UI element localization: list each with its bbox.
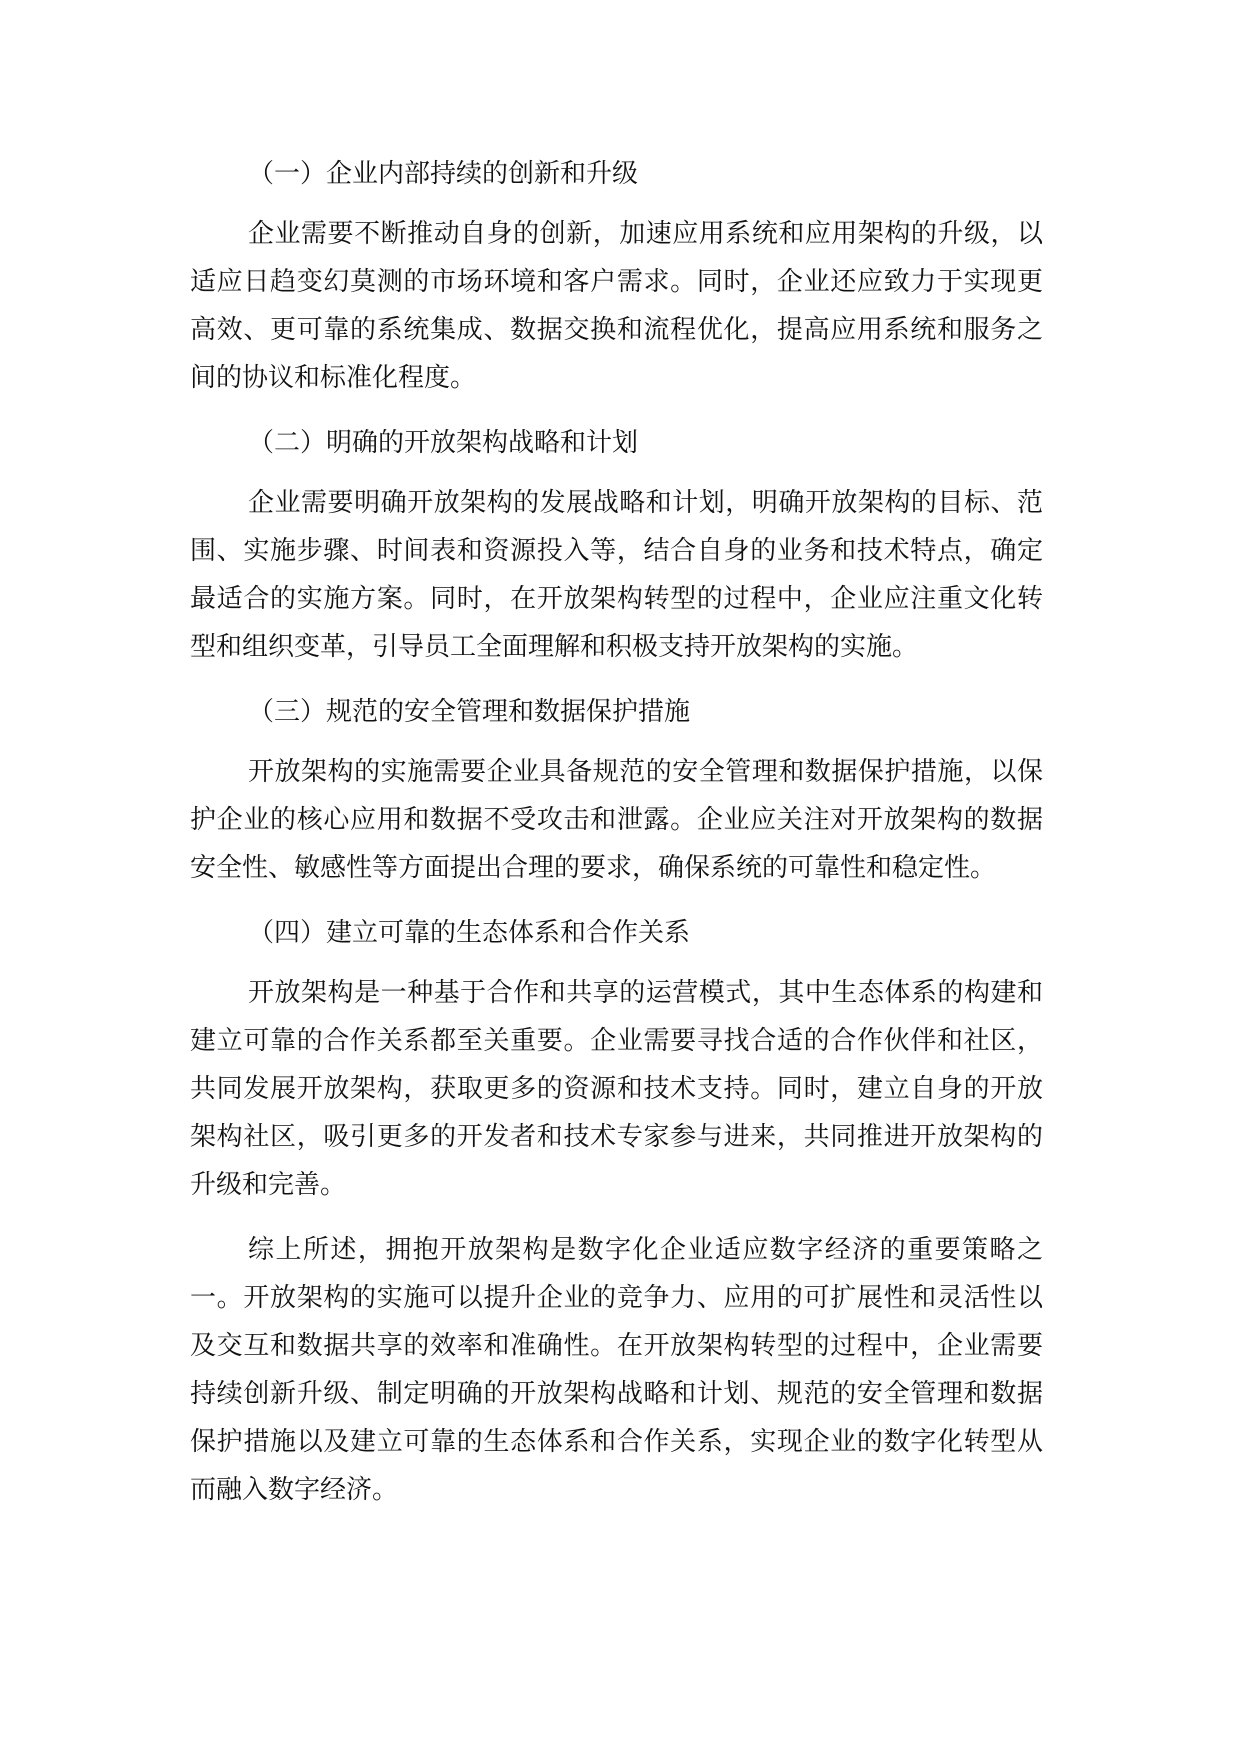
section-paragraph-2: 企业需要明确开放架构的发展战略和计划，明确开放架构的目标、范围、实施步骤、时间表和资源投入等，结合自身的业务和技术特点，确定最适合的实施方案。同时，在开放架构转型的过程中，企业应注重文化转型和组织变革，引导员工全面理解和积极支持开放架构的实施。 xyxy=(190,488,1043,662)
section-heading-2: （二）明确的开放架构战略和计划 xyxy=(248,428,639,458)
section-paragraph-4: 开放架构是一种基于合作和共享的运营模式，其中生态体系的构建和建立可靠的合作关系都至关重要。企业需要寻找合适的合作伙伴和社区，共同发展开放架构，获取更多的资源和技术支持。同时，建立自身的开放架构社区，吸引更多的开发者和技术专家参与进来，共同推进开放架构的升级和完善。 xyxy=(190,978,1043,1200)
section-heading-4: （四）建立可靠的生态体系和合作关系 xyxy=(248,918,691,948)
section-heading-3: （三）规范的安全管理和数据保护措施 xyxy=(248,697,691,727)
document-body xyxy=(190,150,1043,1531)
conclusion-paragraph: 综上所述，拥抱开放架构是数字化企业适应数字经济的重要策略之一。开放架构的实施可以提升企业的竞争力、应用的可扩展性和灵活性以及交互和数据共享的效率和准确性。在开放架构转型的过程中，企业需要持续创新升级、制定明确的开放架构战略和计划、规范的安全管理和数据保护措施以及建立可靠的生态体系和合作关系，实现企业的数字化转型从而融入数字经济。 xyxy=(190,1235,1043,1505)
section-heading-1: （一）企业内部持续的创新和升级 xyxy=(248,159,639,189)
section-paragraph-1: 企业需要不断推动自身的创新，加速应用系统和应用架构的升级，以适应日趋变幻莫测的市场环境和客户需求。同时，企业还应致力于实现更高效、更可靠的系统集成、数据交换和流程优化，提高应用系统和服务之间的协议和标准化程度。 xyxy=(190,219,1043,393)
section-paragraph-3: 开放架构的实施需要企业具备规范的安全管理和数据保护措施，以保护企业的核心应用和数据不受攻击和泄露。企业应关注对开放架构的数据安全性、敏感性等方面提出合理的要求，确保系统的可靠性和稳定性。 xyxy=(190,757,1043,883)
